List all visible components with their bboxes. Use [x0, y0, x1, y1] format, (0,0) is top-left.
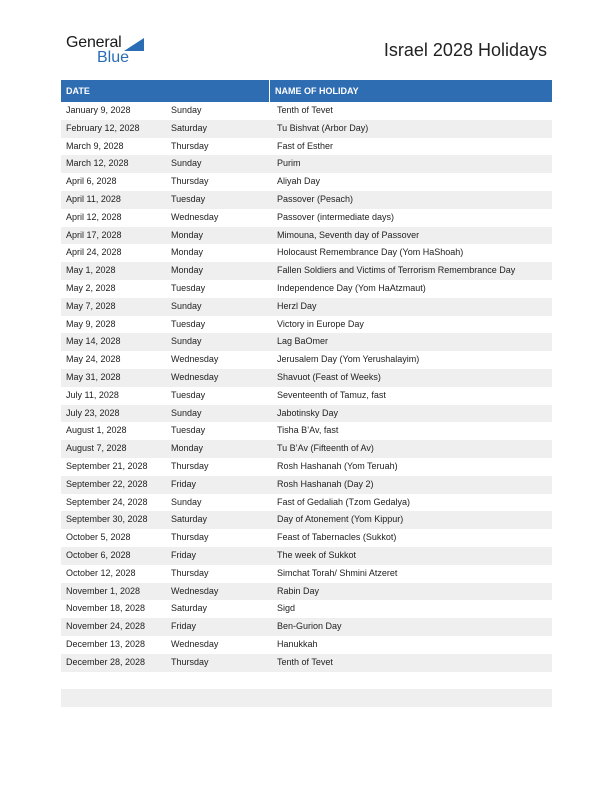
table-row [61, 565, 552, 583]
holiday-date: April 24, 2028 [66, 247, 122, 258]
holiday-weekday: Tuesday [171, 282, 206, 293]
table-row [61, 440, 552, 458]
holiday-weekday: Sunday [171, 300, 202, 311]
holiday-date: May 9, 2028 [66, 318, 116, 329]
holiday-weekday: Monday [171, 229, 204, 240]
holiday-weekday: Friday [171, 621, 197, 632]
holiday-date: November 24, 2028 [66, 621, 146, 632]
holiday-date: May 14, 2028 [66, 336, 121, 347]
table-row [61, 511, 552, 529]
table-row [61, 298, 552, 316]
holiday-date: September 22, 2028 [66, 478, 148, 489]
holiday-date: April 17, 2028 [66, 229, 122, 240]
holiday-weekday: Friday [171, 478, 197, 489]
holiday-date: April 6, 2028 [66, 176, 117, 187]
holiday-date: November 18, 2028 [66, 603, 146, 614]
table-row [61, 209, 552, 227]
empty-row [61, 689, 552, 707]
header-holiday-name: NAME OF HOLIDAY [275, 86, 359, 96]
holiday-date: May 31, 2028 [66, 371, 121, 382]
holiday-date: May 2, 2028 [66, 282, 116, 293]
holiday-name: Shavuot (Feast of Weeks) [277, 371, 381, 382]
table-row [61, 387, 552, 405]
holiday-name: Fast of Esther [277, 140, 334, 151]
holiday-date: February 12, 2028 [66, 122, 140, 133]
holiday-weekday: Sunday [171, 496, 202, 507]
holiday-name: Seventeenth of Tamuz, fast [277, 389, 386, 400]
header-date: DATE [61, 80, 270, 102]
empty-row [61, 707, 552, 725]
holiday-weekday: Tuesday [171, 425, 206, 436]
holiday-name: Holocaust Remembrance Day (Yom HaShoah) [277, 247, 464, 258]
table-row [61, 351, 552, 369]
holiday-date: May 1, 2028 [66, 265, 116, 276]
holiday-name: Tenth of Tevet [277, 656, 333, 667]
holiday-weekday: Wednesday [171, 638, 219, 649]
holiday-weekday: Tuesday [171, 193, 206, 204]
holiday-date: April 11, 2028 [66, 193, 121, 204]
holiday-weekday: Thursday [171, 176, 209, 187]
table-row [61, 405, 552, 423]
holiday-date: August 7, 2028 [66, 443, 127, 454]
table-row [61, 618, 552, 636]
holiday-date: May 7, 2028 [66, 300, 116, 311]
holiday-date: August 1, 2028 [66, 425, 127, 436]
holiday-weekday: Monday [171, 443, 204, 454]
holiday-name: Jerusalem Day (Yom Yerushalayim) [277, 354, 420, 365]
table-row [61, 316, 552, 334]
holiday-name: Rosh Hashanah (Day 2) [277, 478, 374, 489]
table-row [61, 547, 552, 565]
table-row [61, 494, 552, 512]
logo-word-general: General [66, 34, 122, 51]
holiday-weekday: Tuesday [171, 318, 206, 329]
holiday-date: December 28, 2028 [66, 656, 146, 667]
holiday-name: Jabotinsky Day [277, 407, 339, 418]
table-row [61, 120, 552, 138]
logo-word-blue: Blue [97, 49, 130, 66]
table-body [61, 102, 552, 725]
table-row [61, 369, 552, 387]
table-row [61, 529, 552, 547]
holiday-name: Tenth of Tevet [277, 105, 333, 115]
table-header [61, 80, 552, 102]
holiday-name: Victory in Europe Day [277, 318, 364, 329]
holiday-date: December 13, 2028 [66, 638, 146, 649]
table-row [61, 636, 552, 654]
holiday-weekday: Wednesday [171, 354, 219, 365]
holiday-name: Herzl Day [277, 300, 317, 311]
holiday-name: Sigd [277, 603, 296, 614]
table-row [61, 173, 552, 191]
table-row [61, 333, 552, 351]
holiday-name: Rabin Day [277, 585, 320, 596]
holiday-weekday: Thursday [171, 567, 209, 578]
holiday-weekday: Thursday [171, 140, 209, 151]
page-title: Israel 2028 Holidays [383, 40, 547, 60]
holiday-weekday: Saturday [171, 603, 208, 614]
holiday-weekday: Tuesday [171, 389, 206, 400]
table-row [61, 600, 552, 618]
table-row [61, 280, 552, 298]
holiday-name: Mimouna, Seventh day of Passover [277, 229, 420, 240]
holiday-weekday: Saturday [171, 514, 208, 525]
holiday-name: Feast of Tabernacles (Sukkot) [277, 532, 397, 543]
holiday-date: January 9, 2028 [66, 105, 131, 115]
table-row [61, 244, 552, 262]
holiday-date: September 24, 2028 [66, 496, 148, 507]
table-row [61, 138, 552, 156]
holiday-weekday: Sunday [171, 158, 202, 169]
holiday-name: Hanukkah [277, 638, 318, 649]
holiday-date: September 30, 2028 [66, 514, 148, 525]
holiday-date: March 12, 2028 [66, 158, 129, 169]
holiday-weekday: Thursday [171, 656, 209, 667]
table-row [61, 262, 552, 280]
table-row [61, 191, 552, 209]
holiday-date: July 23, 2028 [66, 407, 120, 418]
table-row [61, 227, 552, 245]
holiday-name: Purim [277, 158, 301, 169]
holiday-name: Tu Bishvat (Arbor Day) [277, 122, 369, 133]
holiday-name: The week of Sukkot [277, 549, 357, 560]
holiday-weekday: Sunday [171, 336, 202, 347]
holiday-name: Independence Day (Yom HaAtzmaut) [277, 282, 426, 293]
holiday-weekday: Saturday [171, 122, 208, 133]
holiday-weekday: Wednesday [171, 585, 219, 596]
holiday-weekday: Monday [171, 247, 204, 258]
holiday-name: Ben-Gurion Day [277, 621, 342, 632]
holiday-name: Passover (Pesach) [277, 193, 354, 204]
holiday-date: November 1, 2028 [66, 585, 141, 596]
holiday-weekday: Wednesday [171, 211, 219, 222]
holiday-date: March 9, 2028 [66, 140, 124, 151]
holiday-name: Simchat Torah/ Shmini Atzeret [277, 567, 398, 578]
holiday-name: Fast of Gedaliah (Tzom Gedalya) [277, 496, 411, 507]
holiday-table [61, 80, 552, 725]
holiday-name: Fallen Soldiers and Victims of Terrorism Remembrance Day [277, 265, 516, 276]
holiday-date: September 21, 2028 [66, 460, 148, 471]
holiday-name: Tu B’Av (Fifteenth of Av) [277, 443, 374, 454]
table-row [61, 654, 552, 672]
empty-row [61, 672, 552, 690]
holiday-name: Rosh Hashanah (Yom Teruah) [277, 460, 398, 471]
table-row [61, 102, 552, 120]
table-row [61, 155, 552, 173]
table-row [61, 422, 552, 440]
generalblue-logo [66, 34, 156, 70]
holiday-name: Lag BaOmer [277, 336, 329, 347]
holiday-weekday: Monday [171, 265, 204, 276]
holiday-name: Tisha B’Av, fast [277, 425, 339, 436]
holiday-date: May 24, 2028 [66, 354, 121, 365]
table-row [61, 476, 552, 494]
holiday-weekday: Wednesday [171, 371, 219, 382]
holiday-name: Day of Atonement (Yom Kippur) [277, 514, 404, 525]
holiday-name: Aliyah Day [277, 176, 321, 187]
holiday-date: October 5, 2028 [66, 532, 131, 543]
holiday-weekday: Thursday [171, 532, 209, 543]
holiday-name: Passover (intermediate days) [277, 211, 395, 222]
holiday-date: July 11, 2028 [66, 389, 119, 400]
holiday-date: October 6, 2028 [66, 549, 131, 560]
table-row [61, 458, 552, 476]
holiday-date: April 12, 2028 [66, 211, 122, 222]
holiday-weekday: Thursday [171, 460, 209, 471]
holiday-weekday: Sunday [171, 407, 202, 418]
holiday-weekday: Friday [171, 549, 197, 560]
holiday-weekday: Sunday [171, 105, 202, 115]
table-row [61, 583, 552, 601]
holiday-date: October 12, 2028 [66, 567, 136, 578]
